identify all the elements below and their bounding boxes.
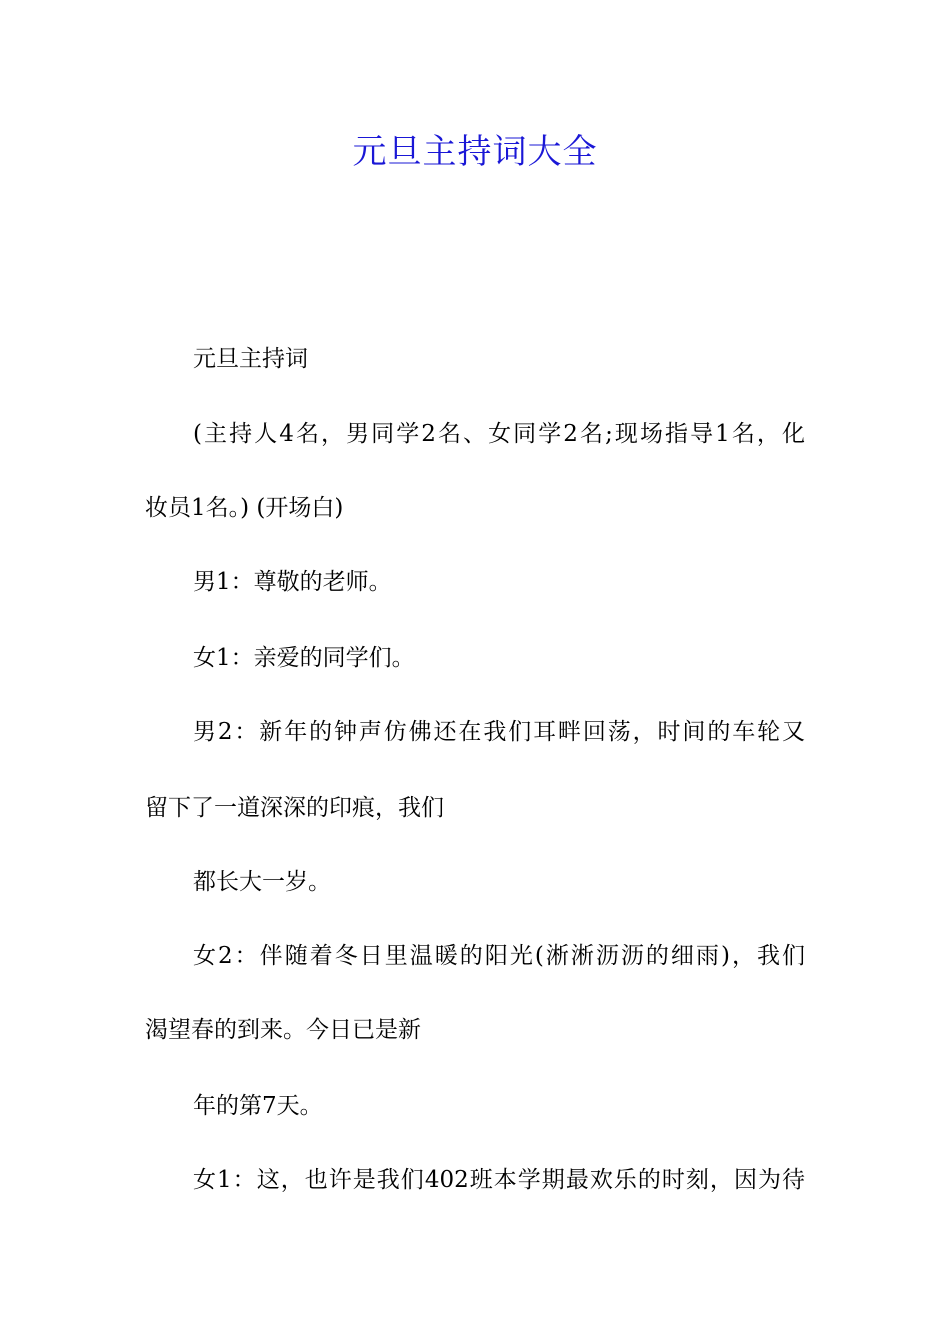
- paragraph-line: 年的第7天。: [193, 1093, 323, 1119]
- paragraph-line: 女1：这，也许是我们402班本学期最欢乐的时刻，因为待: [193, 1167, 805, 1193]
- paragraph-line: 女2：伴随着冬日里温暖的阳光(淅淅沥沥的细雨)，我们: [193, 943, 805, 969]
- paragraph-line: 都长大一岁。: [193, 869, 331, 895]
- paragraph-line: 留下了一道深深的印痕，我们: [145, 795, 444, 821]
- paragraph-line: 男2：新年的钟声仿佛还在我们耳畔回荡，时间的车轮又: [193, 719, 805, 745]
- paragraph-line: 男1：尊敬的老师。: [193, 569, 392, 595]
- paragraph-line: 妆员1名。) (开场白): [145, 495, 344, 521]
- paragraph-heading: 元旦主持词: [193, 346, 308, 372]
- paragraph-line: 渴望春的到来。今日已是新: [145, 1017, 421, 1043]
- paragraph-line: 女1：亲爱的同学们。: [193, 645, 415, 671]
- paragraph-line: (主持人4名，男同学2名、女同学2名;现场指导1名，化: [193, 421, 805, 447]
- document-title: 元旦主持词大全: [352, 132, 598, 172]
